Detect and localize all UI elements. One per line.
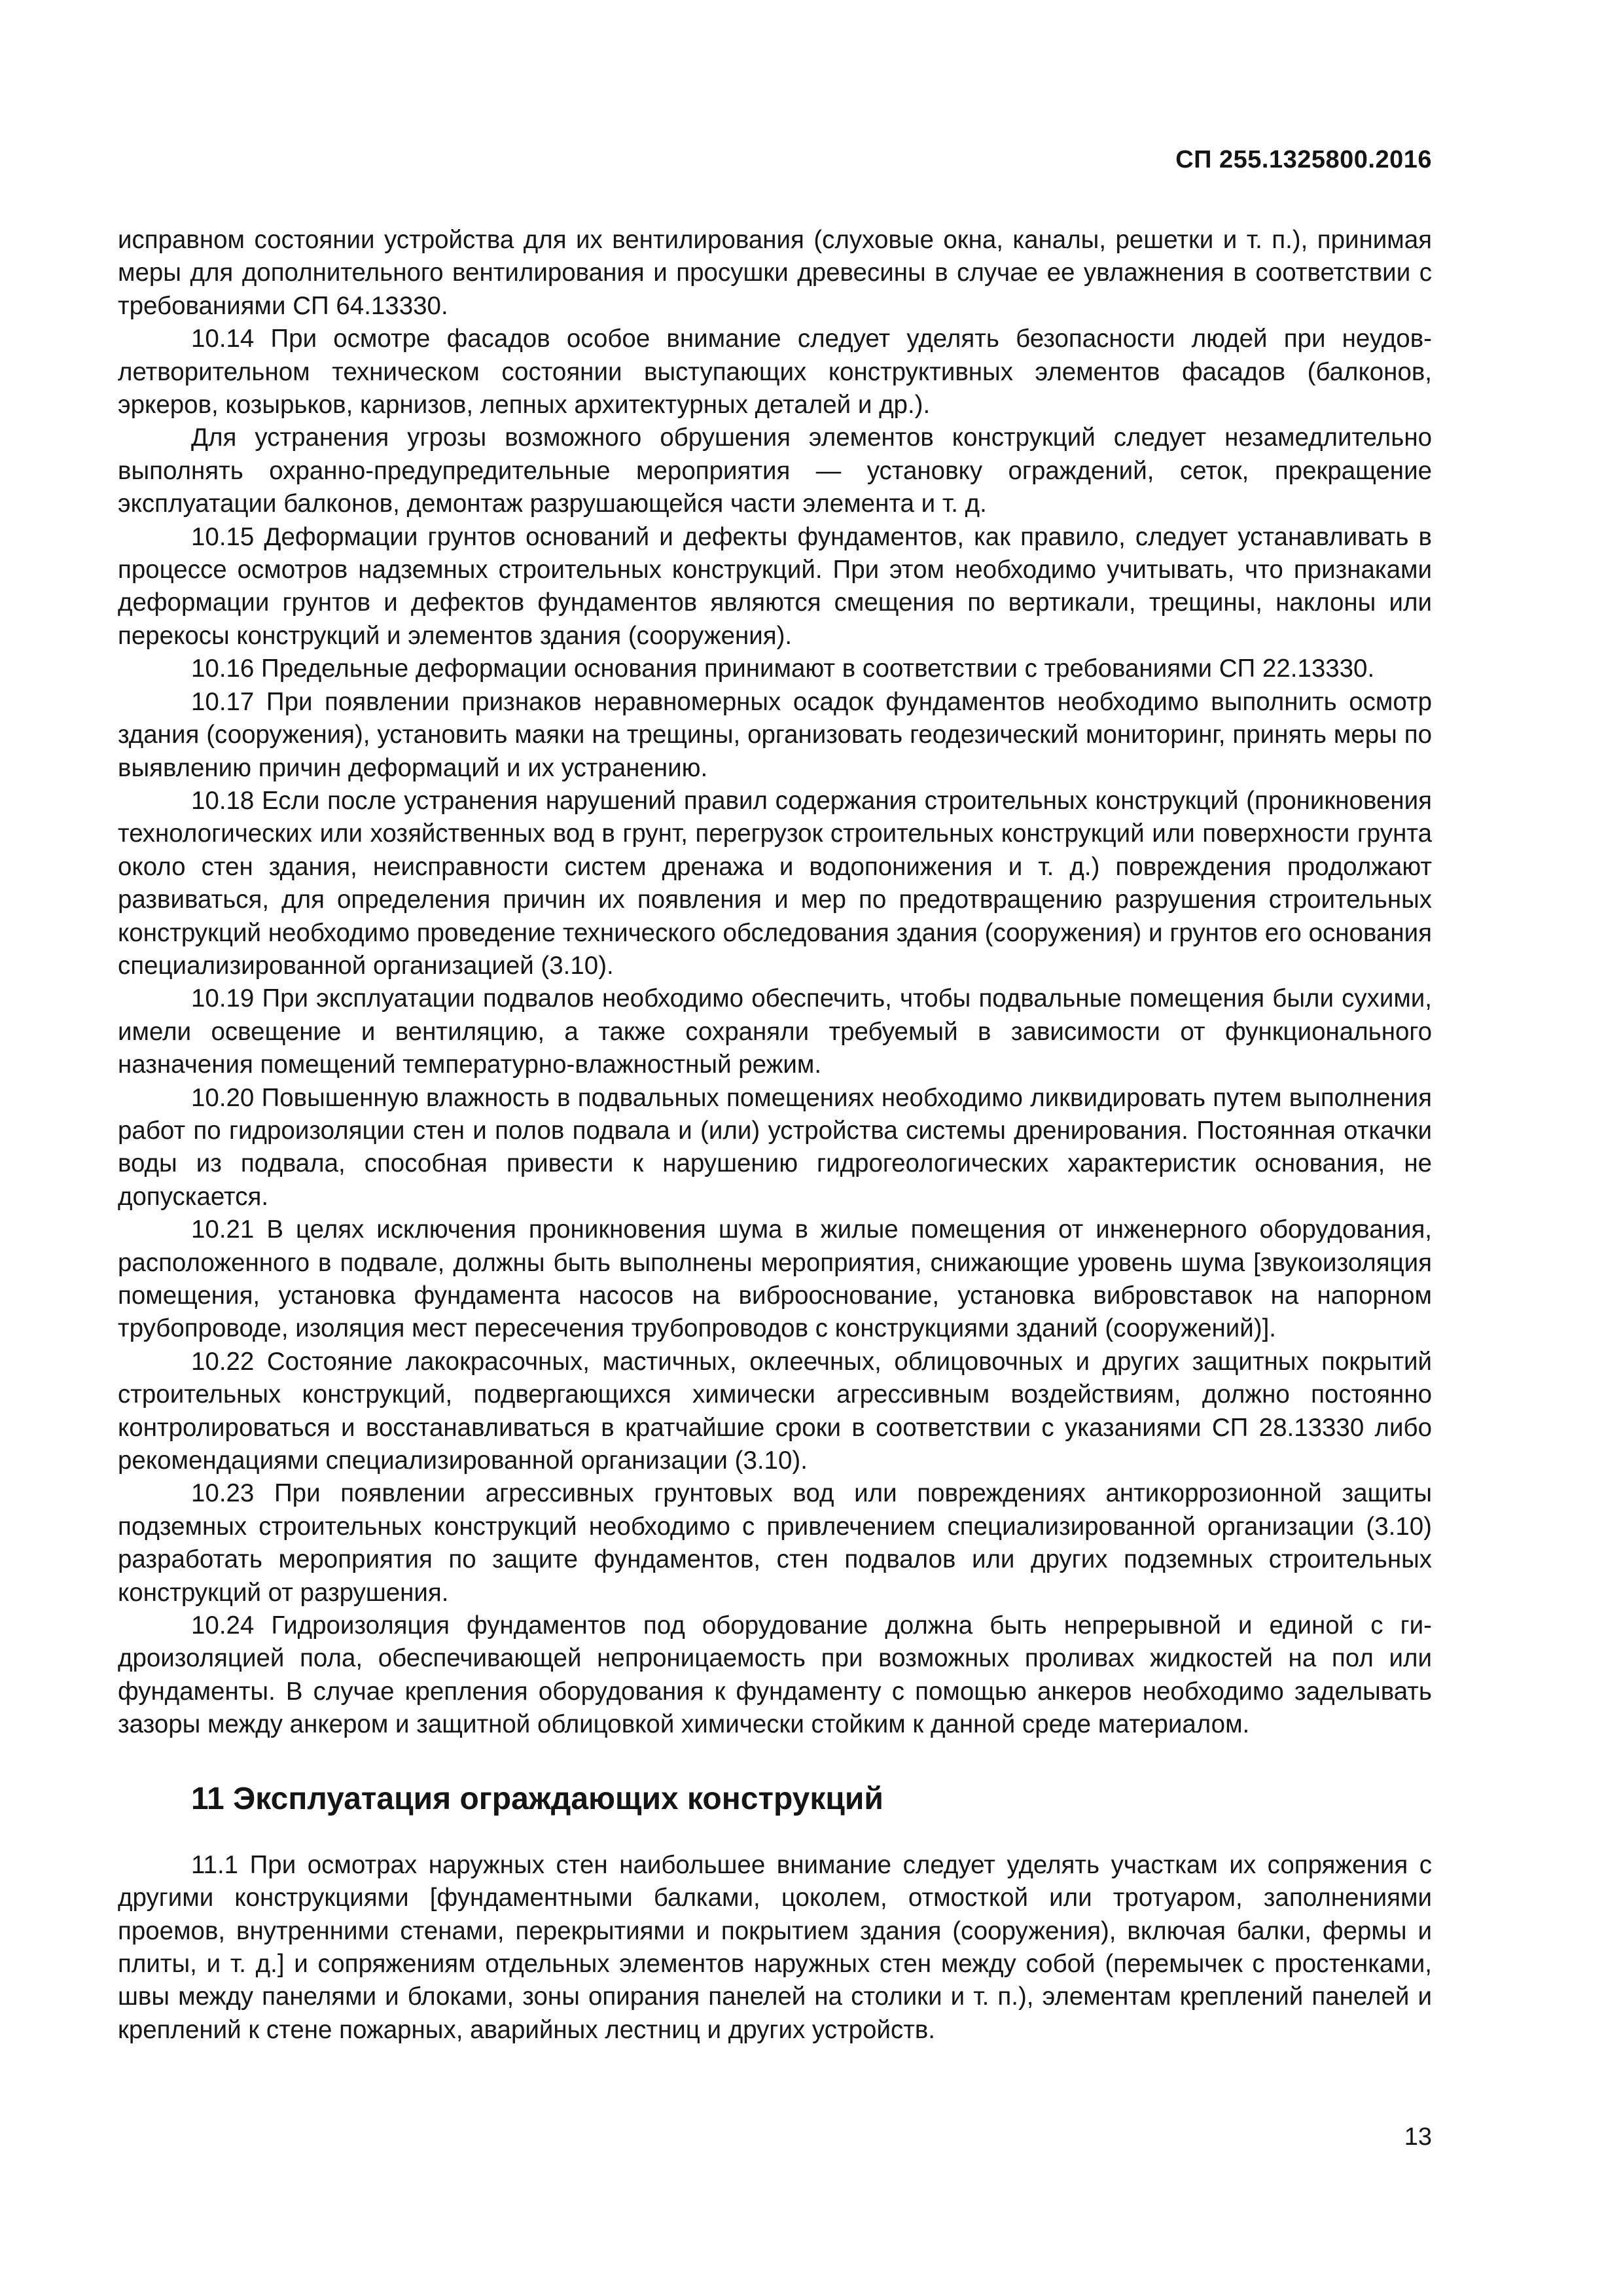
paragraph-10-24: 10.24 Гидроизоляция фундаментов под оборудование должна быть непрерывной и единой с гидроизоляцией пола, обеспечивающей непроницаемость при возможных проливах жидкостей на пол или фундаменты. В случае крепления оборудования к фундаменту с помощью анкеров необходимо заделывать зазоры между анкером и защитной облицовкой химически стойким к данной среде материалом. (118, 1611, 1432, 1739)
document-code: СП 255.1325800.2016 (1175, 146, 1432, 173)
paragraph-10-16: 10.16 Предельные деформации основания принимают в соответствии с требованиями СП 22.13330. (191, 655, 1375, 683)
paragraph-11-1: 11.1 При осмотрах наружных стен наибольшее внимание следует уделять участкам их сопряжения с другими конструкциями [фундаментными балками, цоколем, отмосткой или тротуаром, заполнениями проемов, внутренними стенами, перекрытиями и покрытием здания (сооружения), включая балки, фермы и плиты, и т. д.] и сопряжениям отдельных элементов наружных стен между собой (перемычек с простенками, швы между панелями и блоками, зоны опирания панелей на столики и т. п.), элементам креплений панелей и креплений к стене пожарных, аварийных лестниц и других устройств. (118, 1850, 1432, 2044)
paragraph-10-20: 10.20 Повышенную влажность в подвальных помещениях необходимо ликвидировать путем выполнения работ по гидроизоляции стен и полов подвала и (или) устройства системы дренирования. Постоянная откачки воды из подвала, способная привести к нарушению гидрогеологических характеристик основания, не допускается. (118, 1083, 1432, 1211)
paragraph-continuation: исправном состоянии устройства для их вентилирования (слуховые окна, каналы, решетки и т. п.), принимая меры для дополнительного вентилирования и просушки древесины в случае ее увлажнения в соответствии с требованиями СП 64.13330. (118, 226, 1432, 320)
paragraph-10-14-cont: Для устранения угрозы возможного обрушения элементов конструкций следует незамедлительно выполнять охранно-предупредительные мероприятия — установку ограждений, сеток, прекращение эксплуатации балконов, демонтаж разрушающейся части элемента и т. д. (118, 423, 1432, 518)
paragraph-10-21: 10.21 В целях исключения проникновения шума в жилые помещения от инженерного оборудования, расположенного в подвале, должны быть выполнены мероприятия, снижающие уровень шума [звукоизоляция помещения, установка фундамента насосов на виброоснование, установка вибровставок на напорном трубопроводе, изоляция мест пересечения трубопроводов с конструкциями зданий (сооружений)]. (118, 1215, 1432, 1343)
section-heading: 11 Эксплуатация ограждающих конструкций (191, 1781, 883, 1816)
paragraph-10-18: 10.18 Если после устранения нарушений правил содержания строительных конструкций (проникновения технологических или хозяйственных вод в грунт, перегрузок строительных конструкций или поверхности грунта около стен здания, неисправности систем дренажа и водопонижения и т. д.) повреждения продолжают развиваться, для определения причин их появления и мер по предотвращению разрушения строительных конструкций необходимо проведение технического обследования здания (сооружения) и грунтов его основания специализированной организацией (3.10). (118, 786, 1432, 980)
page-content (118, 224, 1432, 2047)
paragraph-10-17: 10.17 При появлении признаков неравномерных осадок фундаментов необходимо выполнить осмотр здания (сооружения), установить маяки на трещины, организовать геодезический мониторинг, принять меры по выявлению причин деформаций и их устранению. (118, 687, 1432, 782)
paragraph-10-19: 10.19 При эксплуатации подвалов необходимо обеспечить, чтобы подвальные помещения были сухими, имели освещение и вентиляцию, а также сохраняли требуемый в зависимости от функционального назначения помещений температурно-влажностный режим. (118, 984, 1432, 1079)
paragraph-10-22: 10.22 Состояние лакокрасочных, мастичных, оклеечных, облицовочных и других защитных покрытий строительных конструкций, подвергающихся химически агрессивным воздействиям, должно постоянно контролироваться и восстанавливаться в кратчайшие сроки в соответствии с указаниями СП 28.13330 либо рекомендациями специализированной организации (3.10). (118, 1347, 1432, 1475)
page-number: 13 (1404, 2123, 1432, 2151)
paragraph-10-15: 10.15 Деформации грунтов оснований и дефекты фундаментов, как правило, следует устанавливать в процессе осмотров надземных строительных конструкций. При этом необходимо учитывать, что признаками деформации грунтов и дефектов фундаментов являются смещения по вертикали, трещины, наклоны или перекосы конструкций и элементов здания (сооружения). (118, 522, 1432, 650)
paragraph-10-23: 10.23 При появлении агрессивных грунтовых вод или повреждениях антикоррозионной защиты подземных строительных конструкций необходимо с привлечением специализированной организации (3.10) разработать мероприятия по защите фундаментов, стен подвалов или других подземных строительных конструкций от разрушения. (118, 1479, 1432, 1607)
paragraph-10-14: 10.14 При осмотре фасадов особое внимание следует уделять безопасности людей при неудовлетворительном техническом состоянии выступающих конструктивных элементов фасадов (балконов, эркеров, козырьков, карнизов, лепных архитектурных деталей и др.). (118, 325, 1432, 420)
